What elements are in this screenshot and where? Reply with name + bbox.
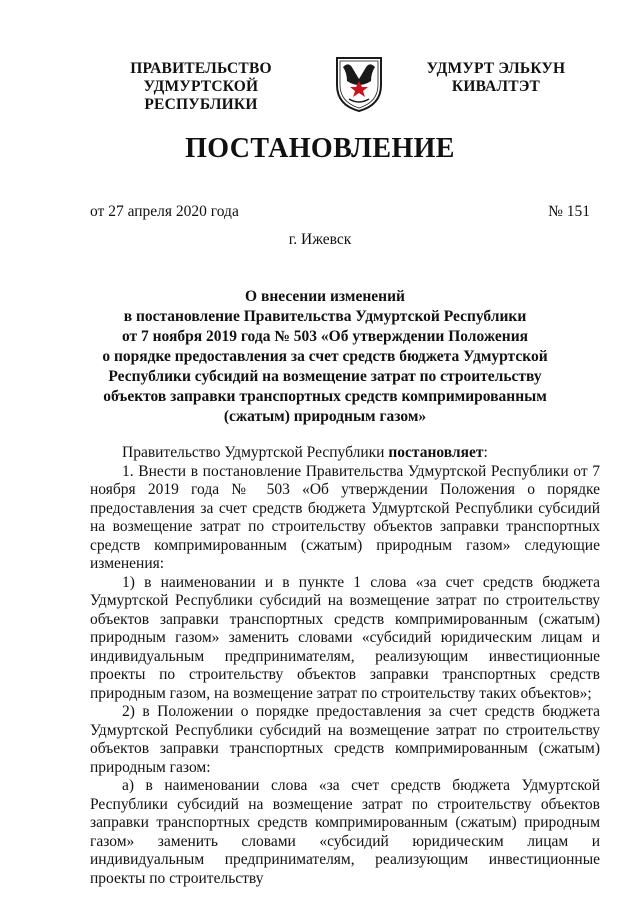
document-number: № 151 bbox=[548, 203, 590, 220]
document-type-title: ПОСТАНОВЛЕНИЕ bbox=[185, 133, 455, 164]
issuer-line-1: ПРАВИТЕЛЬСТВО bbox=[130, 60, 272, 77]
intro-verb: постановляет bbox=[388, 444, 484, 461]
udmurt-coat-of-arms-icon bbox=[331, 55, 387, 113]
body-paragraph-2: 1) в наименовании и в пункте 1 слова «за счет средств бюджета Удмуртской Республики субсидий на возмещение затрат по строительству объектов заправки транспортных средств компримированным (сжатым) природным газом» заменить словами «субсидий юридическим лицам и индивидуальным предпринимателям, реализующим инвестиционные проекты по строительству объектов заправки транспортных средств природным газом, на возмещение затрат по строительству таких объектов»; bbox=[90, 573, 600, 702]
subject-line: О внесении изменений bbox=[245, 288, 405, 305]
subject-line: в постановление Правительства Удмуртской Республики bbox=[123, 308, 527, 325]
body-paragraph-intro bbox=[90, 444, 600, 463]
subject-line: Республики субсидий на возмещение затрат по строительству bbox=[108, 368, 542, 385]
subject-line: о порядке предоставления за счет средств бюджета Удмуртской bbox=[102, 348, 548, 365]
issuer-name-udmurt bbox=[406, 60, 586, 96]
body-paragraph-3: 2) в Положении о порядке предоставления за счет средств бюджета Удмуртской Республики субсидий на возмещение затрат по строительству объектов заправки транспортных средств компримированным (сжатым) природным газом: bbox=[90, 703, 600, 776]
subject-line: объектов заправки транспортных средств компримированным bbox=[103, 388, 547, 405]
issuer-udmurt-line-2: КИВАЛТЭТ bbox=[451, 78, 541, 95]
document-body bbox=[90, 444, 600, 888]
issuer-line-2: УДМУРТСКОЙ РЕСПУБЛИКИ bbox=[143, 78, 259, 113]
intro-colon: : bbox=[483, 444, 488, 461]
issuer-name-russian bbox=[86, 60, 316, 114]
subject-line: от 7 ноября 2019 года № 503 «Об утверждении Положения bbox=[121, 328, 529, 345]
body-paragraph-1: 1. Внести в постановление Правительства Удмуртской Республики от 7 ноября 2019 года № 503 «Об утверждении Положения о порядке предоставления за счет средств бюджета Удмуртской Республики субсидий на возмещение затрат по строительству объектов заправки транспортных средств компримированным (сжатым) природным газом» следующие изменения: bbox=[90, 462, 600, 572]
issuer-udmurt-line-1: УДМУРТ ЭЛЬКУН bbox=[426, 60, 566, 77]
intro-text: Правительство Удмуртской Республики bbox=[122, 444, 389, 461]
document-city: г. Ижевск bbox=[288, 231, 352, 248]
document-date: от 27 апреля 2020 года bbox=[90, 203, 239, 220]
document-subject bbox=[75, 287, 575, 427]
subject-line: (сжатым) природным газом» bbox=[223, 408, 427, 425]
body-paragraph-4: а) в наименовании слова «за счет средств бюджета Удмуртской Республики субсидий на возмещение затрат по строительству объектов заправки транспортных средств компримированным (сжатым) природным газом» заменить словами «субсидий юридическим лицам и индивидуальным предпринимателям, реализующим инвестиционные проекты по строительству bbox=[90, 777, 600, 887]
